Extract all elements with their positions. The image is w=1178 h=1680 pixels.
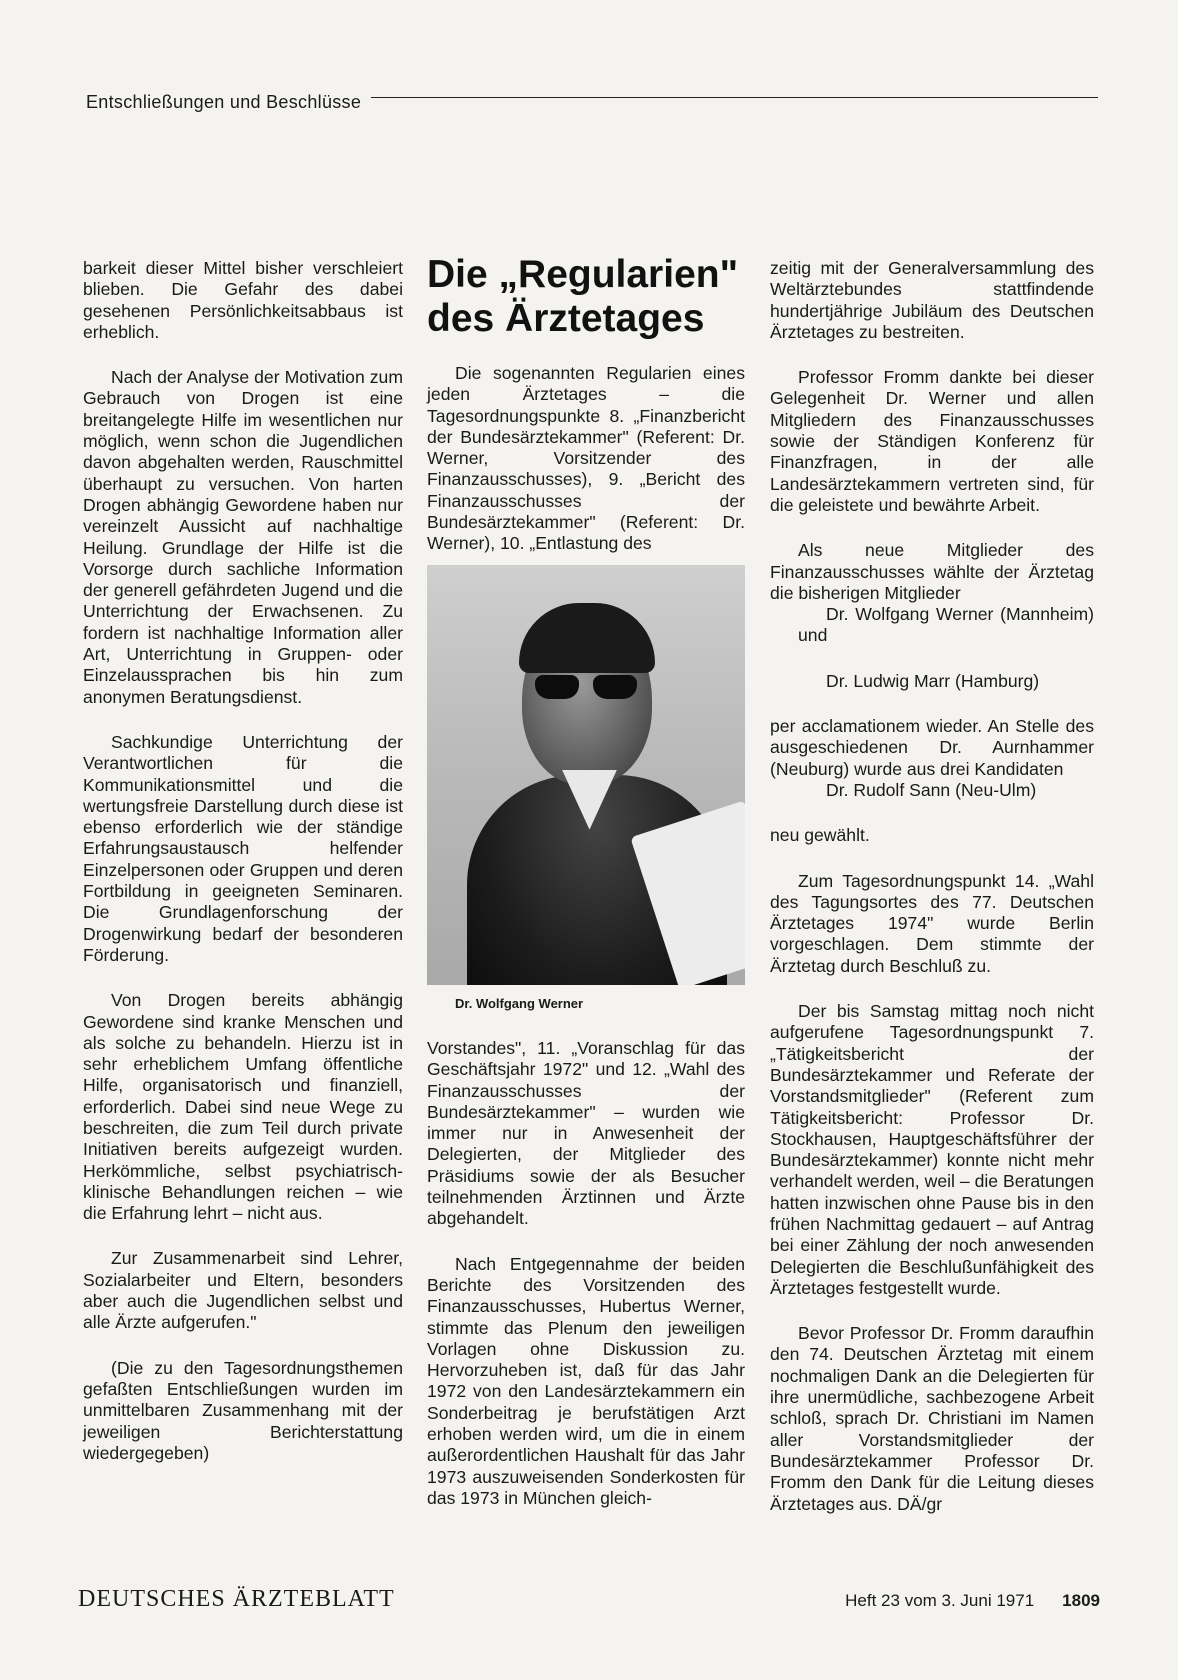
paragraph: Sachkundige Unterrichtung der Verantwortlichen für die Kommunikationsmittel und die wertungsfreie Darstellung durch diese ist ebenso erforderlich wie der ständige Erfahrungsaustausch helfender Einzelpersonen oder Gruppen und deren Fortbildung in geeigneten Seminaren. Die Grundlagenforschung der Drogenwirkung bedarf der besonderen Förderung. [83, 731, 403, 965]
section-title: Entschließungen und Beschlüsse [86, 92, 362, 112]
title-line-1: Die „Regularien" [427, 253, 739, 296]
page-footer [78, 1586, 1100, 1613]
paragraph: neu gewählt. [770, 825, 870, 846]
column-3 [770, 258, 1094, 1539]
member-line: Dr. Rudolf Sann (Neu-Ulm) [826, 779, 1037, 800]
title-line-2: des Ärztetages [427, 297, 705, 340]
member-line: Dr. Wolfgang Werner (Mannheim) und [798, 604, 1094, 646]
article-title [427, 253, 745, 341]
paragraph: Zum Tagesordnungspunkt 14. „Wahl des Tagungsortes des 77. Deutschen Ärztetages 1974" wurde Berlin vorgeschlagen. Dem stimmte der Ärztetag durch Beschluß zu. [770, 870, 1094, 976]
running-header [86, 92, 1098, 113]
header-rule [371, 97, 1098, 98]
paragraph: Vorstandes", 11. „Voranschlag für das Geschäftsjahr 1972" und 12. „Wahl des Finanzausschusses der Bundesärztekammer" – wurden wie immer nur in Anwesenheit der Delegierten, der Mitglieder des Präsidiums sowie der als Besucher teilnehmenden Ärztinnen und Ärzte abgehandelt. [427, 1037, 745, 1229]
paragraph: Professor Fromm dankte bei dieser Gelegenheit Dr. Werner und allen Mitgliedern des Finanzausschusses sowie der Ständigen Konferenz für Finanzfragen, in der alle Landesärztekammern vertreten sind, für die geleistete und bewährte Arbeit. [770, 367, 1094, 515]
paragraph: Nach der Analyse der Motivation zum Gebrauch von Drogen ist eine breitangelegte Hilfe im wesentlichen nur möglich, wenn schon die Jugendlichen davon abgehalten werden, Rauschmittel überhaupt zu versuchen. Von harten Drogen abhängig Gewordene haben nur vereinzelt Aussicht auf nachhaltige Heilung. Grundlage der Hilfe ist die Vorsorge durch sachliche Information der generell gefährdeten Jugend und die Unterrichtung der Erwachsenen. Zu fordern ist nachhaltige Information aller Art, Unterrichtung in Gruppen- oder Einzelaussprachen bis hin zum anonymen Beratungsdienst. [83, 367, 403, 707]
paragraph: Der bis Samstag mittag noch nicht aufgerufene Tagesordnungspunkt 7. „Tätigkeitsbericht der Bundesärztekammer und Referate der Vorstandsmitglieder" (Referent zum Tätigkeitsbericht: Professor Dr. Stockhausen, Hauptgeschäftsführer der Bundesärztekammer) konnte nicht mehr verhandelt werden, weil – die Beratungen hatten inzwischen ohne Pause bis in den frühen Nachmittag gedauert – auf Antrag bei einer Zählung der noch anwesenden Delegierten die Beschlußunfähigkeit des Ärztetages festgestellt wurde. [770, 1001, 1094, 1298]
paragraph: Bevor Professor Dr. Fromm daraufhin den 74. Deutschen Ärztetag mit einem nochmaligen Dank an die Delegierten für ihre unermüdliche, sachbezogene Arbeit schloß, sprach Dr. Christiani im Namen aller Vorstandsmitglieder der Bundesärztekammer Professor Dr. Fromm den Dank für die Leitung dieses Ärztetages aus. DÄ/gr [770, 1323, 1094, 1514]
paragraph: Nach Entgegennahme der beiden Berichte des Vorsitzenden des Finanzausschusses, Hubertus Werner, stimmte das Plenum den jeweiligen Vorlagen ohne Diskussion zu. Hervorzuheben ist, daß für das Jahr 1972 von den Landesärztekammern ein Sonderbeitrag je berufstätigen Arzt erhoben werden wird, um die in einem außerordentlichen Haushalt für das Jahr 1973 auszuweisenden Sonderkosten für das 1973 in München gleich- [427, 1253, 745, 1508]
paragraph: zeitig mit der Generalversammlung des Weltärztebundes stattfindende hundertjährige Jubiläum des Deutschen Ärztetages zu bestreiten. [770, 258, 1094, 342]
paragraph: (Die zu den Tagesordnungsthemen gefaßten Entschließungen wurden im unmittelbaren Zusammenhang mit der jeweiligen Berichterstattung wiedergegeben) [83, 1357, 403, 1463]
paragraph: Von Drogen bereits abhängig Gewordene sind kranke Menschen und als solche zu behandeln. Hierzu ist in sehr erheblichem Umfang öffentliche Hilfe, organisatorisch und finanziell, erforderlich. Dabei sind neue Wege zu beschreiten, die zum Teil durch private Initiativen bereits aufgezeigt wurden. Herkömmliche, selbst psychiatrisch-klinische Behandlungen reichen – wie die Erfahrung lehrt – nicht aus. [83, 990, 403, 1224]
photo-caption: Dr. Wolfgang Werner [455, 995, 584, 1011]
page-number: 1809 [1062, 1591, 1100, 1610]
issue-info: Heft 23 vom 3. Juni 1971 [845, 1591, 1035, 1610]
paragraph: barkeit dieser Mittel bisher verschleiert blieben. Die Gefahr des dabei gesehenen Persönlichkeitsabbaus ist erheblich. [83, 258, 403, 342]
paragraph: Die sogenannten Regularien eines jeden Ärztetages – die Tagesordnungspunkte 8. „Finanzbericht der Bundesärztekammer" (Referent: Dr. Werner, Vorsitzender des Finanzausschusses), 9. „Bericht des Finanzausschusses der Bundesärztekammer" (Referent: Dr. Werner), 10. „Entlastung des [427, 363, 745, 554]
portrait-photo [427, 565, 745, 985]
paragraph: Zur Zusammenarbeit sind Lehrer, Sozialarbeiter und Eltern, besonders aber auch die Jugendlichen selbst und alle Ärzte aufgerufen." [83, 1248, 403, 1333]
paragraph: Als neue Mitglieder des Finanzausschusses wählte der Ärztetag die bisherigen Mitglieder [770, 540, 1094, 603]
journal-name: DEUTSCHES ÄRZTEBLATT [78, 1586, 395, 1612]
column-1 [83, 258, 403, 1488]
column-2 [427, 253, 745, 1533]
paragraph: per acclamationem wieder. An Stelle des ausgeschiedenen Dr. Aurnhammer (Neuburg) wurde aus drei Kandidaten [770, 716, 1094, 779]
member-line: Dr. Ludwig Marr (Hamburg) [826, 670, 1040, 691]
